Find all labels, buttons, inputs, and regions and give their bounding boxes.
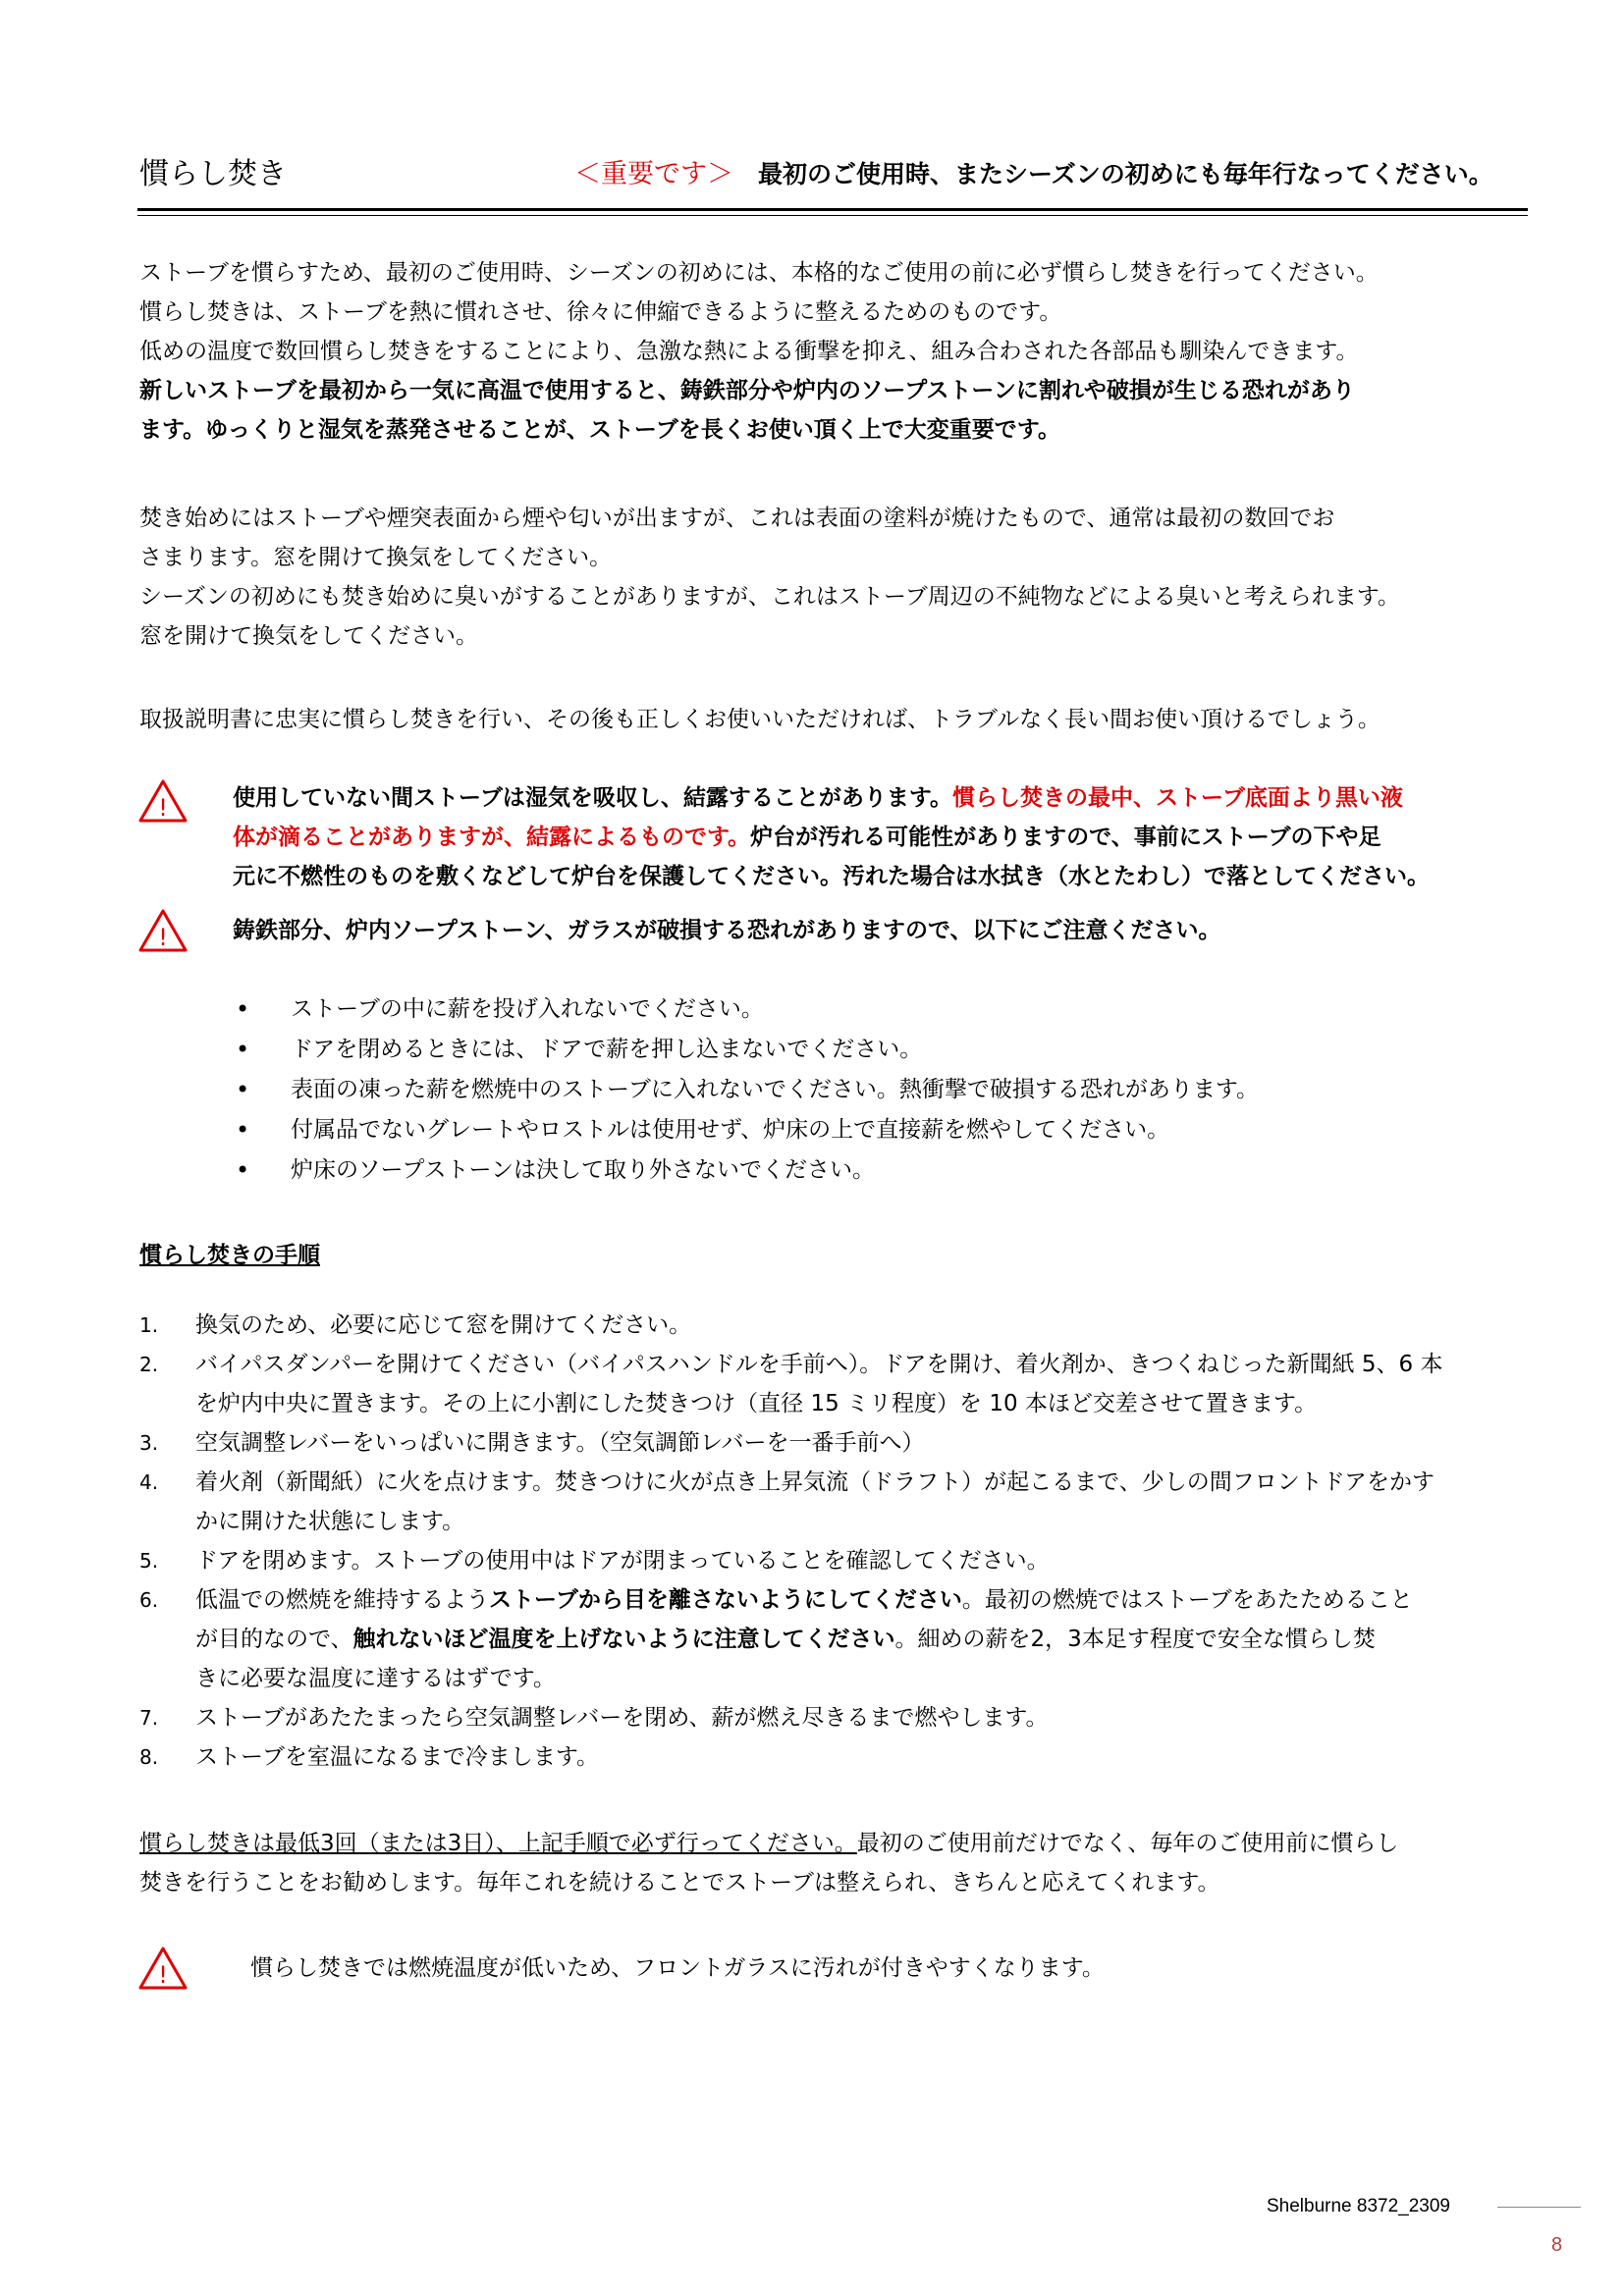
step-text: ドアを閉めます。ストーブの使用中はドアが閉まっていることを確認してください。 (195, 1548, 1050, 1574)
step-item (139, 1345, 1543, 1423)
list-item: • 表面の凍った薪を燃焼中のストーブに入れないでください。熱衝撃で破損する恐れがあります。 (236, 1070, 1259, 1110)
step-text: 空気調整レバーをいっぱいに開きます。（空気調節レバーを一番手前へ） (195, 1430, 925, 1456)
step-text: 着火剤（新聞紙）に火を点けます。焚きつけに火が点き上昇気流（ドラフト）が起こるまで、少しの間フロントドアをかす (195, 1469, 1435, 1495)
step-text: 換気のため、必要に応じて窓を開けてください。 (195, 1312, 692, 1338)
svg-text:!: ! (158, 794, 168, 822)
intro-bold-line: 新しいストーブを最初から一気に高温で使用すると、鋳鉄部分や炉内のソープストーンに割れや破損が生じる恐れがあり (139, 378, 1355, 403)
closing-text: 最初のご使用前だけでなく、毎年のご使用前に慣らし (856, 1831, 1399, 1856)
step-item (139, 1423, 1543, 1463)
step-text-bold: 触れないほど温度を上げないように注意してください (352, 1627, 895, 1652)
step-number: 6. (139, 1588, 159, 1612)
notice-text: 最初のご使用時、またシーズンの初めにも毎年行なってください。 (758, 160, 1493, 188)
step-text (195, 1620, 1543, 1659)
warning-triangle-icon (137, 908, 189, 953)
warning-glass-dirt: 慣らし焚きでは燃焼温度が低いため、フロントガラスに汚れが付きやすくなります。 (250, 1955, 1105, 1981)
step-item (139, 1698, 1543, 1737)
warning-red-text: 慣らし焚きの最中、ストーブ底面より黒い液 (952, 785, 1403, 811)
list-item: • ドアを閉めるときには、ドアで薪を押し込まないでください。 (236, 1030, 1259, 1070)
intro-line: 低めの温度で数回慣らし焚きをすることにより、急激な熱による衝撃を抑え、組み合わされた各部品も馴染んできます。 (139, 339, 1359, 364)
step-item (139, 1737, 1543, 1777)
step-number: 4. (139, 1470, 159, 1494)
steps-list (139, 1306, 1543, 1777)
step-text-part: 。細めの薪を2，3本足す程度で安全な慣らし焚 (894, 1627, 1376, 1652)
step-text: かに開けた状態にします。 (195, 1509, 465, 1534)
step-text: きに必要な温度に達するはずです。 (195, 1666, 556, 1691)
warning-triangle-icon (137, 778, 189, 824)
closing-text: 焚きを行うことをお勧めします。毎年これを続けることでストーブは整えられ、きちんと応えてくれます。 (139, 1870, 1220, 1896)
caution-list (236, 989, 1259, 1191)
step-text-part: 。最初の燃焼ではストーブをあたためること (961, 1587, 1413, 1613)
header-rule-thick (137, 208, 1528, 211)
step-text: バイパスダンパーを開けてください（バイパスハンドルを手前へ）。ドアを開け、着火剤か、きつくねじった新聞紙 5、6 本 (195, 1352, 1443, 1377)
list-item: • 炉床のソープストーンは決して取り外さないでください。 (236, 1150, 1259, 1191)
section-title: 慣らし焚き (139, 157, 287, 191)
footer-divider (1497, 2207, 1581, 2208)
intro-paragraph (139, 253, 1534, 450)
intro-line: ストーブを慣らすため、最初のご使用時、シーズンの初めには、本格的なご使用の前に必ず慣らし焚きを行ってください。 (139, 260, 1379, 286)
list-item: • 付属品でないグレートやロストルは使用せず、炉床の上で直接薪を燃やしてください。 (236, 1110, 1259, 1150)
step-item (139, 1306, 1543, 1345)
warning-condensation (233, 778, 1534, 896)
smoke-line: 窓を開けて換気をしてください。 (139, 623, 478, 649)
step-text-bold: ストーブから目を離さないようにしてください (489, 1587, 962, 1613)
warning-damage: 鋳鉄部分、炉内ソープストーン、ガラスが破損する恐れがありますので、以下にご注意ください。 (233, 918, 1221, 943)
step-item (139, 1541, 1543, 1580)
step-number: 5. (139, 1549, 159, 1573)
smoke-line: さまります。窓を開けて換気をしてください。 (139, 545, 613, 570)
steps-heading: 慣らし焚きの手順 (139, 1243, 320, 1268)
closing-paragraph (139, 1824, 1534, 1902)
header-notice (574, 155, 1493, 194)
step-number: 8. (139, 1745, 159, 1769)
page-number: 8 (1551, 2234, 1563, 2256)
warning-text: 炉台が汚れる可能性がありますので、事前にストーブの下や足 (750, 825, 1381, 850)
svg-text:!: ! (158, 924, 168, 951)
step-text-part: が目的なので、 (195, 1627, 353, 1652)
header-rule-thin (137, 215, 1528, 216)
step-item (139, 1463, 1543, 1541)
step-text: ストーブを室温になるまで冷まします。 (195, 1744, 600, 1770)
smoke-paragraph (139, 499, 1534, 656)
intro-line: 慣らし焚きは、ストーブを熱に慣れさせ、徐々に伸縮できるように整えるためのものです。 (139, 299, 1062, 325)
warning-red-text: 体が滴ることがありますが、結露によるものです。 (233, 825, 751, 850)
manual-note: 取扱説明書に忠実に慣らし焚きを行い、その後も正しくお使いいただければ、トラブルなく長い間お使い頂けるでしょう。 (139, 707, 1380, 732)
step-number: 7. (139, 1706, 159, 1730)
smoke-line: 焚き始めにはストーブや煙突表面から煙や匂いが出ますが、これは表面の塗料が焼けたもので、通常は最初の数回でお (139, 506, 1335, 531)
closing-underlined: 慣らし焚きは最低3回（または3日）、上記手順で必ず行ってください。 (139, 1831, 857, 1856)
warning-text: 元に不燃性のものを敷くなどして炉台を保護してください。汚れた場合は水拭き（水とたわし）で落としてください。 (233, 864, 1430, 889)
step-text-part: 低温での燃焼を維持するよう (195, 1587, 489, 1613)
step-text: を炉内中央に置きます。その上に小割にした焚きつけ（直径 15 ミリ程度）を 10 本ほど交差させて置きます。 (195, 1391, 1318, 1416)
list-item: • ストーブの中に薪を投げ入れないでください。 (236, 989, 1259, 1030)
step-number: 1. (139, 1313, 159, 1337)
step-text (195, 1580, 1543, 1620)
warning-text: 使用していない間ストーブは湿気を吸収し、結露することがあります。 (233, 785, 953, 811)
step-number: 3. (139, 1431, 159, 1455)
svg-text:!: ! (158, 1961, 168, 1989)
step-text: ストーブがあたたまったら空気調整レバーを閉め、薪が燃え尽きるまで燃やします。 (195, 1705, 1049, 1731)
important-label: ＜重要です＞ (574, 159, 733, 189)
footer-brand: Shelburne 8372_2309 (1267, 2196, 1451, 2216)
smoke-line: シーズンの初めにも焚き始めに臭いがすることがありますが、これはストーブ周辺の不純物などによる臭いと考えられます。 (139, 584, 1400, 610)
intro-bold-line: ます。ゆっくりと湿気を蒸発させることが、ストーブを長くお使い頂く上で大変重要です。 (139, 417, 1060, 443)
step-number: 2. (139, 1353, 159, 1376)
warning-triangle-icon (137, 1946, 189, 1991)
step-item (139, 1580, 1543, 1698)
